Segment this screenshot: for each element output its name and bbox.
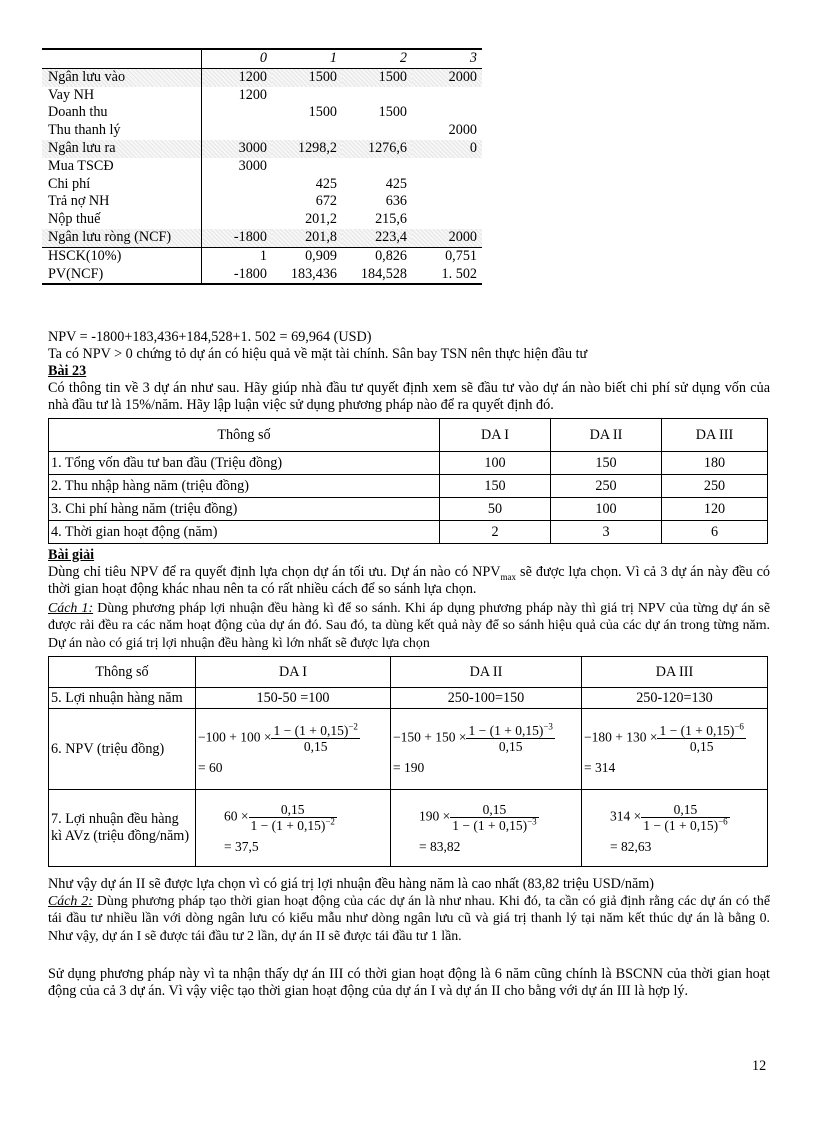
formula-fraction bbox=[657, 723, 745, 754]
fraction-numerator: 0,15 bbox=[450, 802, 538, 818]
cashflow-header-cell: 0 bbox=[202, 49, 273, 68]
npv-formula-cell bbox=[196, 709, 391, 790]
cashflow-value bbox=[272, 158, 342, 176]
projects-value: 150 bbox=[440, 475, 551, 498]
projects-header-cell: DA III bbox=[662, 419, 768, 452]
projects-value: 50 bbox=[440, 498, 551, 521]
cashflow-value bbox=[202, 211, 273, 229]
cashflow-value: 201,8 bbox=[272, 229, 342, 247]
exponent: −3 bbox=[527, 816, 537, 826]
formula-lead: −150 + 150 × bbox=[393, 729, 467, 745]
cashflow-header-cell bbox=[42, 49, 202, 68]
cashflow-value bbox=[412, 87, 482, 105]
cach2-paragraph bbox=[48, 893, 770, 945]
bai23-title: Bài 23 bbox=[48, 363, 87, 379]
cashflow-header-cell: 2 bbox=[342, 49, 412, 68]
cashflow-value: 1 bbox=[202, 247, 273, 265]
solution-header-cell: DA II bbox=[391, 657, 582, 688]
cashflow-value: 3000 bbox=[238, 157, 267, 174]
solution-row-avz bbox=[49, 790, 768, 867]
npv-formula-cell bbox=[582, 709, 768, 790]
solution-header-row bbox=[49, 657, 768, 688]
cashflow-value: 1500 bbox=[308, 104, 337, 121]
cashflow-label: Ngân lưu ròng (NCF) bbox=[42, 229, 202, 247]
cach2-label: Cách 2: bbox=[48, 894, 93, 909]
cashflow-value: 636 bbox=[385, 193, 407, 210]
projects-param-label: 2. Thu nhập hàng năm (triệu đồng) bbox=[49, 475, 440, 498]
cashflow-value: 1276,6 bbox=[342, 140, 412, 158]
cach1-text: Dùng phương pháp lợi nhuận đều hàng kì để so sánh. Khi áp dụng phương pháp này thì giá trị NPV của từng dự án sẽ được rải đều ra các năm hoạt động của dự án đó. Sau đó, ta dùng kết quả này để so sánh hiệu quả của các dự án trong từng năm. Dự án nào có giá trị lợi nhuận đều hàng kì lớn nhất sẽ được lựa chọn bbox=[48, 601, 771, 651]
projects-row bbox=[49, 475, 768, 498]
formula-lead: −100 + 100 × bbox=[198, 729, 272, 745]
exponent: −6 bbox=[718, 816, 728, 826]
cashflow-row bbox=[42, 158, 482, 176]
cashflow-label: Chi phí bbox=[42, 176, 202, 194]
profit-cell: 250-100=150 bbox=[391, 688, 582, 709]
solution-text-a: Dùng chỉ tiêu NPV để ra quyết định lựa chọn dự án tối ưu. Dự án nào có NPV bbox=[48, 564, 501, 580]
denominator-base: 1 − (1 + 0,15) bbox=[250, 817, 326, 833]
cashflow-value bbox=[342, 87, 412, 105]
cashflow-row bbox=[42, 193, 482, 211]
cashflow-value bbox=[412, 104, 482, 122]
fraction-numerator: 0,15 bbox=[249, 802, 337, 818]
npv-formula-cell bbox=[391, 709, 582, 790]
projects-value: 180 bbox=[662, 452, 768, 475]
cashflow-value: 0 bbox=[412, 140, 482, 158]
fraction-denominator bbox=[450, 818, 538, 833]
cashflow-label: Nộp thuế bbox=[42, 211, 202, 229]
cashflow-row bbox=[42, 140, 482, 158]
npv-result-line: NPV = -1800+183,436+184,528+1. 502 = 69,964 (USD) bbox=[48, 329, 372, 345]
row-label: 5. Lợi nhuận hàng năm bbox=[49, 688, 196, 709]
numerator-base: 1 − (1 + 0,15) bbox=[468, 722, 544, 738]
cashflow-row bbox=[42, 247, 482, 265]
cashflow-row bbox=[42, 211, 482, 229]
formula-fraction bbox=[249, 802, 337, 833]
cashflow-value bbox=[202, 176, 273, 194]
projects-value: 6 bbox=[662, 521, 768, 544]
cashflow-value: 2000 bbox=[412, 229, 482, 247]
exponent: −2 bbox=[325, 816, 335, 826]
cashflow-value bbox=[272, 87, 342, 105]
cashflow-row bbox=[42, 176, 482, 194]
conclusion-line: Ta có NPV > 0 chứng tỏ dự án có hiệu quả về mặt tài chính. Sân bay TSN nên thực hiện đầu tư bbox=[48, 346, 588, 362]
projects-value: 250 bbox=[551, 475, 662, 498]
exponent: −6 bbox=[734, 721, 744, 731]
cashflow-row bbox=[42, 122, 482, 140]
cach1-label: Cách 1: bbox=[48, 601, 94, 616]
cashflow-row bbox=[42, 87, 482, 105]
row-label: 7. Lợi nhuận đều hàng kì AVz (triệu đồng/năm) bbox=[49, 790, 196, 867]
avz-formula-cell bbox=[582, 790, 768, 867]
cashflow-label: Doanh thu bbox=[42, 104, 202, 122]
cashflow-value bbox=[412, 176, 482, 194]
formula-lead: 314 × bbox=[610, 808, 642, 824]
page-number: 12 bbox=[752, 1058, 767, 1074]
cashflow-value bbox=[342, 158, 412, 176]
formula-fraction bbox=[450, 802, 538, 833]
cashflow-value: 672 bbox=[315, 193, 337, 210]
fraction-numerator: 0,15 bbox=[641, 802, 729, 818]
cashflow-row bbox=[42, 229, 482, 247]
cashflow-value: 184,528 bbox=[342, 266, 412, 285]
bai23-intro: Có thông tin về 3 dự án như sau. Hãy giúp nhà đầu tư quyết định xem sẽ đầu tư vào dự án nào biết chi phí sử dụng vốn của nhà đầu tư là 15%/năm. Hãy lập luận việc sử dụng phương pháp nào để ra quyết định đó. bbox=[48, 380, 770, 414]
cashflow-value: 2000 bbox=[412, 68, 482, 86]
npv-result: = 60 bbox=[198, 759, 223, 775]
projects-body bbox=[49, 452, 768, 544]
projects-value: 120 bbox=[662, 498, 768, 521]
solution-header-cell: DA III bbox=[582, 657, 768, 688]
cashflow-header-cell: 1 bbox=[272, 49, 342, 68]
cashflow-label: Vay NH bbox=[42, 87, 202, 105]
projects-row bbox=[49, 498, 768, 521]
cashflow-label: Mua TSCĐ bbox=[42, 158, 202, 176]
projects-table bbox=[48, 418, 768, 544]
solution-title: Bài giải bbox=[48, 547, 95, 563]
npv-max-subscript: max bbox=[500, 571, 517, 582]
cashflow-value: -1800 bbox=[202, 229, 273, 247]
fraction-denominator: 0,15 bbox=[689, 738, 714, 754]
solution-text-b: sẽ được lựa chọn. Vì cả 3 dự án này đều có thời gian hoạt động khác nhau nên ta có rất nhiều cách để so sánh lựa chọn. bbox=[48, 564, 770, 598]
cashflow-value: 183,436 bbox=[272, 266, 342, 285]
cashflow-value bbox=[272, 122, 342, 140]
cashflow-header-row bbox=[42, 49, 482, 68]
cashflow-label: Thu thanh lý bbox=[42, 122, 202, 140]
projects-row bbox=[49, 452, 768, 475]
cashflow-value: 1200 bbox=[202, 68, 273, 86]
denominator-base: 1 − (1 + 0,15) bbox=[643, 817, 719, 833]
cashflow-value: 223,4 bbox=[342, 229, 412, 247]
solution-row-npv bbox=[49, 709, 768, 790]
formula-lead: 60 × bbox=[224, 808, 249, 824]
solution-header-cell: Thông số bbox=[49, 657, 196, 688]
avz-formula-cell bbox=[391, 790, 582, 867]
cashflow-value: 1. 502 bbox=[412, 266, 482, 285]
cashflow-value bbox=[412, 158, 482, 176]
cashflow-label: PV(NCF) bbox=[42, 266, 202, 285]
projects-value: 250 bbox=[662, 475, 768, 498]
formula-lead: −180 + 130 × bbox=[584, 729, 658, 745]
cashflow-value bbox=[412, 193, 482, 211]
projects-row bbox=[49, 521, 768, 544]
cashflow-value bbox=[412, 211, 482, 229]
projects-header-row bbox=[49, 419, 768, 452]
formula-lead: 190 × bbox=[419, 808, 451, 824]
cashflow-value: 1298,2 bbox=[272, 140, 342, 158]
cashflow-value bbox=[202, 193, 273, 211]
cashflow-value: 0,751 bbox=[412, 247, 482, 265]
cashflow-value: 215,6 bbox=[375, 211, 407, 228]
projects-header-cell: DA II bbox=[551, 419, 662, 452]
cashflow-label: Trả nợ NH bbox=[42, 193, 202, 211]
solution-paragraph bbox=[48, 564, 770, 599]
avz-result: = 37,5 bbox=[224, 838, 259, 854]
npv-result: = 314 bbox=[584, 759, 616, 775]
cashflow-value: 201,2 bbox=[305, 211, 337, 228]
cashflow-value: -1800 bbox=[202, 266, 273, 285]
cashflow-value: 425 bbox=[315, 175, 337, 192]
fraction-denominator: 0,15 bbox=[303, 738, 328, 754]
projects-header-cell: DA I bbox=[440, 419, 551, 452]
avz-formula-cell bbox=[196, 790, 391, 867]
cashflow-body bbox=[42, 68, 482, 284]
after-table-line: Như vậy dự án II sẽ được lựa chọn vì có giá trị lợi nhuận đều hàng năm là cao nhất (83,82 triệu USD/năm) bbox=[48, 876, 655, 892]
projects-value: 100 bbox=[440, 452, 551, 475]
denominator-base: 1 − (1 + 0,15) bbox=[452, 817, 528, 833]
cashflow-value: 1200 bbox=[238, 86, 267, 103]
profit-cell: 150-50 =100 bbox=[196, 688, 391, 709]
exponent: −2 bbox=[348, 721, 358, 731]
projects-param-label: 3. Chi phí hàng năm (triệu đồng) bbox=[49, 498, 440, 521]
cashflow-row bbox=[42, 104, 482, 122]
cashflow-label: HSCK(10%) bbox=[42, 247, 202, 265]
cashflow-header-cell: 3 bbox=[412, 49, 482, 68]
cach1-paragraph bbox=[48, 600, 770, 652]
fraction-numerator bbox=[466, 723, 554, 739]
projects-value: 150 bbox=[551, 452, 662, 475]
formula-fraction bbox=[271, 723, 359, 754]
cashflow-value: 2000 bbox=[448, 122, 477, 139]
numerator-base: 1 − (1 + 0,15) bbox=[659, 722, 735, 738]
cashflow-value: 3000 bbox=[202, 140, 273, 158]
profit-cell: 250-120=130 bbox=[582, 688, 768, 709]
cashflow-label: Ngân lưu vào bbox=[42, 68, 202, 86]
cashflow-value: 1500 bbox=[272, 68, 342, 86]
projects-param-label: 1. Tổng vốn đầu tư ban đầu (Triệu đồng) bbox=[49, 452, 440, 475]
cashflow-label: Ngân lưu ra bbox=[42, 140, 202, 158]
solution-header-cell: DA I bbox=[196, 657, 391, 688]
cashflow-row bbox=[42, 266, 482, 285]
fraction-denominator: 0,15 bbox=[498, 738, 523, 754]
cashflow-value bbox=[202, 122, 273, 140]
avz-result: = 82,63 bbox=[610, 838, 652, 854]
cashflow-value: 1500 bbox=[342, 68, 412, 86]
fraction-numerator bbox=[657, 723, 745, 739]
cashflow-table bbox=[42, 48, 482, 285]
cashflow-row bbox=[42, 68, 482, 86]
projects-value: 3 bbox=[551, 521, 662, 544]
npv-result: = 190 bbox=[393, 759, 425, 775]
row-label: 6. NPV (triệu đồng) bbox=[49, 709, 196, 790]
exponent: −3 bbox=[543, 721, 553, 731]
solution-table bbox=[48, 656, 768, 867]
formula-fraction bbox=[466, 723, 554, 754]
projects-header-cell: Thông số bbox=[49, 419, 440, 452]
cashflow-value: 425 bbox=[385, 175, 407, 192]
projects-param-label: 4. Thời gian hoạt động (năm) bbox=[49, 521, 440, 544]
formula-fraction bbox=[641, 802, 729, 833]
projects-value: 100 bbox=[551, 498, 662, 521]
projects-value: 2 bbox=[440, 521, 551, 544]
fraction-denominator bbox=[641, 818, 729, 833]
fraction-denominator bbox=[249, 818, 337, 833]
cashflow-value bbox=[202, 104, 273, 122]
final-paragraph: Sử dụng phương pháp này vì ta nhận thấy dự án III có thời gian hoạt động là 6 năm cũng chính là BSCNN của thời gian hoạt động của cả 3 dự án. Vì vậy việc tạo thời gian hoạt động của dự án I và dự án II cho bằng với dự án III là hợp lý. bbox=[48, 966, 770, 1000]
cashflow-value bbox=[342, 122, 412, 140]
numerator-base: 1 − (1 + 0,15) bbox=[273, 722, 349, 738]
cach2-text: Dùng phương pháp tạo thời gian hoạt động của các dự án là như nhau. Khi đó, ta cần có giả định rằng các dự án có thể tái đầu tư nhiều lần với dòng ngân lưu có kiểu mẫu như dòng ngân lưu cũ và giá trị thanh lý tại năm kết thúc dự án là bằng 0. Như vậy, dự án I sẽ được tái đầu tư 2 lần, dự án II sẽ được tái đầu tư 1 lần. bbox=[48, 894, 770, 944]
cashflow-value: 0,909 bbox=[272, 247, 342, 265]
fraction-numerator bbox=[271, 723, 359, 739]
avz-result: = 83,82 bbox=[419, 838, 461, 854]
cashflow-value: 0,826 bbox=[342, 247, 412, 265]
cashflow-value: 1500 bbox=[378, 104, 407, 121]
solution-row-profit bbox=[49, 688, 768, 709]
